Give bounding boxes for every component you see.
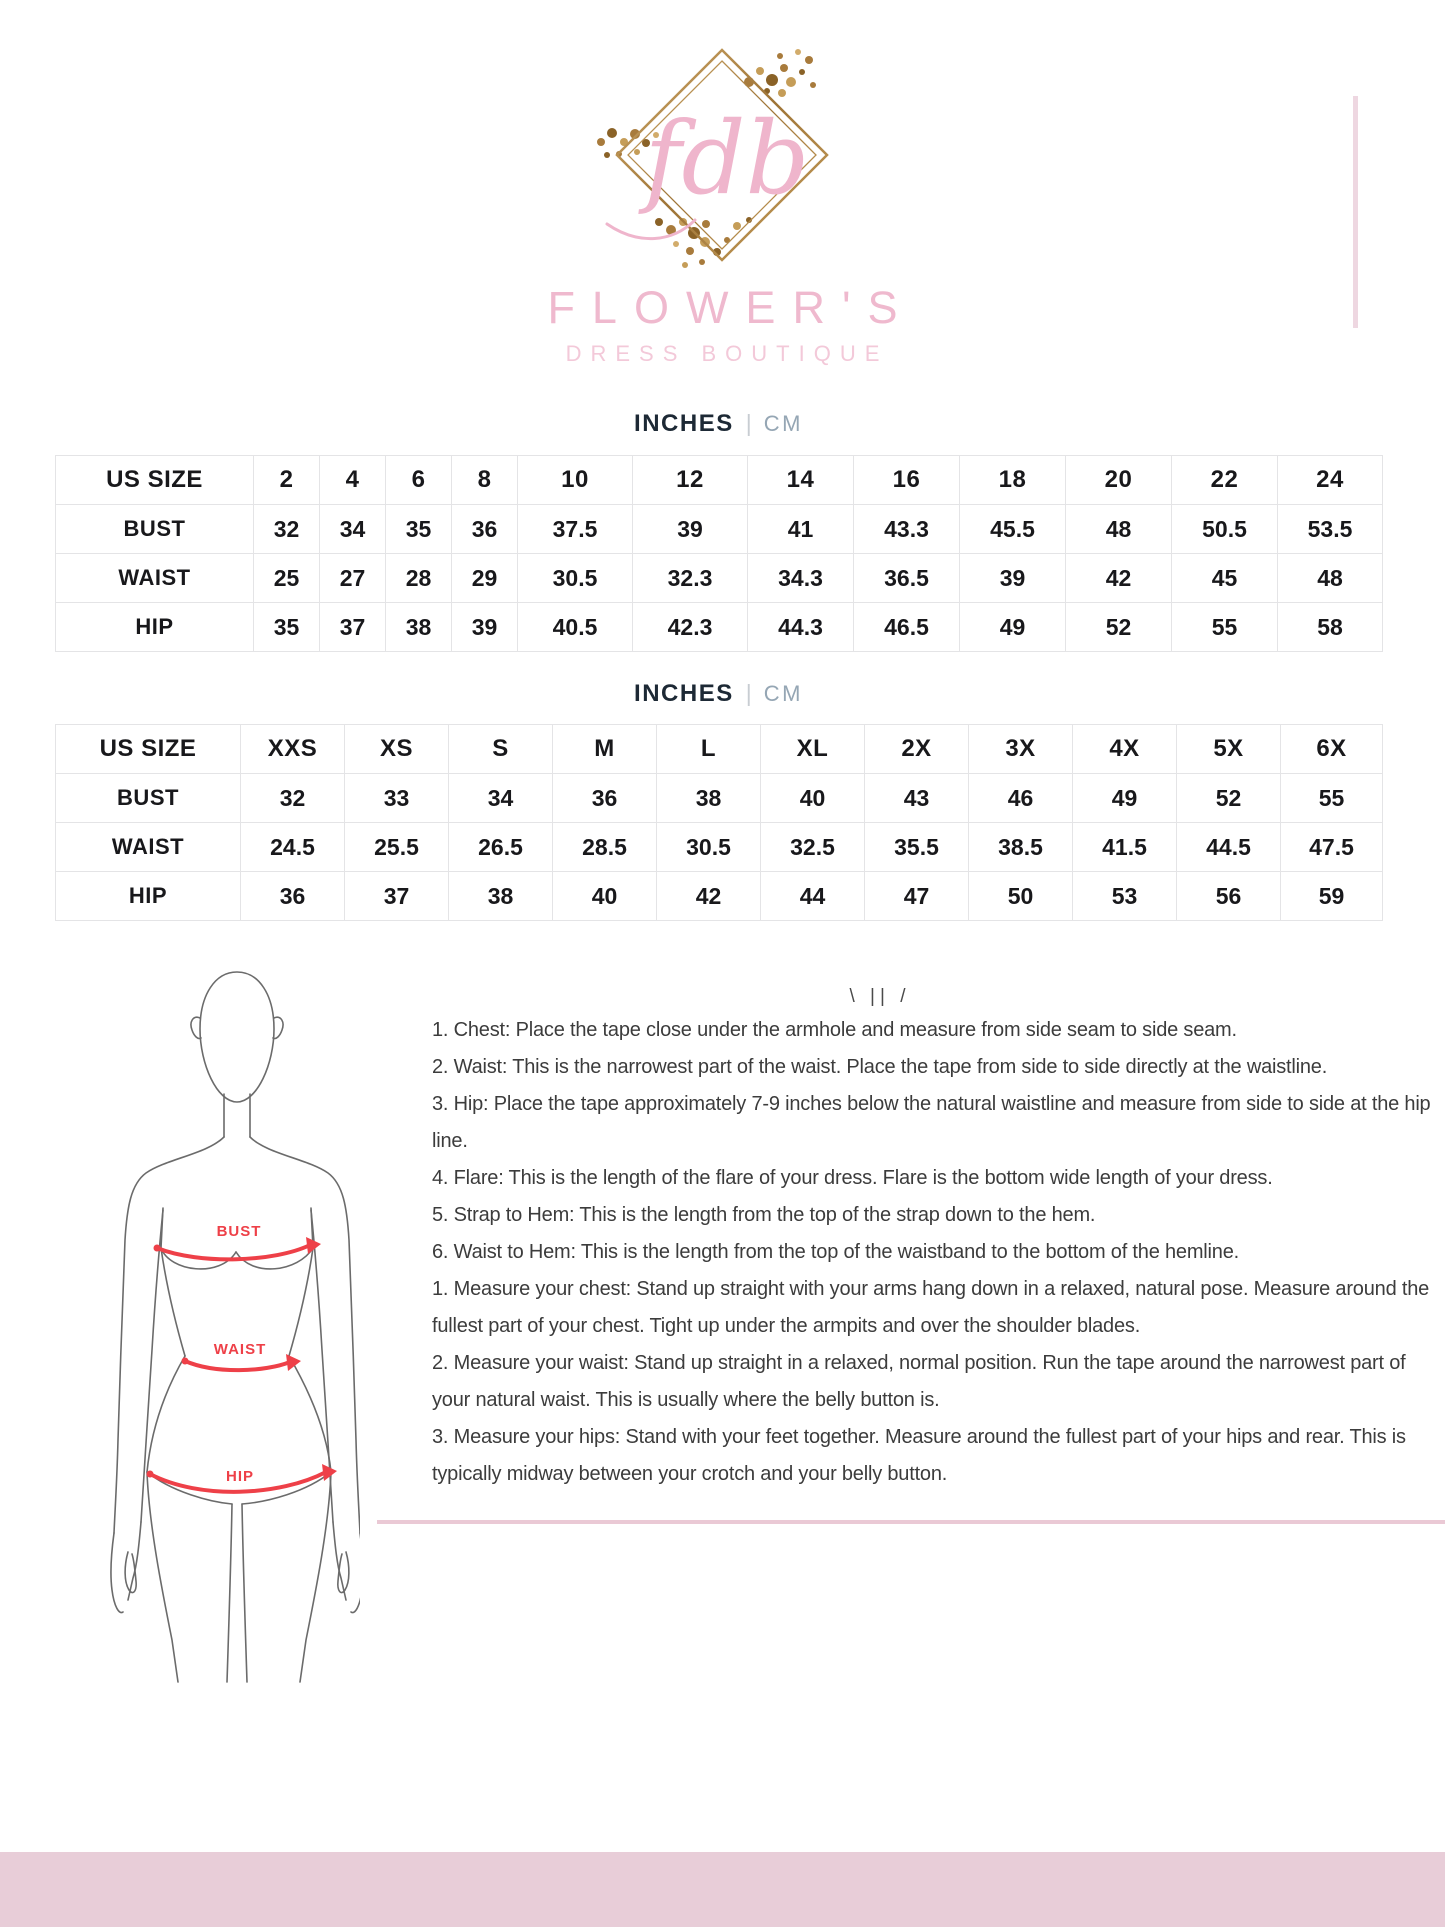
size-column-header: 2X bbox=[865, 725, 969, 774]
measurement-cell: 33 bbox=[345, 774, 449, 823]
instruction-line: 4. Flare: This is the length of the flare of your dress. Flare is the bottom wide length of your dress. bbox=[432, 1167, 1273, 1189]
brand-logo bbox=[577, 30, 867, 285]
measurement-cell: 45 bbox=[1172, 554, 1278, 603]
instruction-line: 5. Strap to Hem: This is the length from the top of the strap down to the hem. bbox=[432, 1204, 1096, 1226]
size-column-header: 16 bbox=[854, 456, 960, 505]
unit-option-cm[interactable]: CM bbox=[763, 411, 803, 436]
measurement-cell: 39 bbox=[960, 554, 1066, 603]
unit-toggle bbox=[55, 680, 1382, 708]
size-column-header: 4 bbox=[320, 456, 386, 505]
measurement-cell: 34 bbox=[320, 505, 386, 554]
row-label: HIP bbox=[56, 872, 241, 921]
measuring-instructions bbox=[432, 984, 1442, 1493]
size-column-header: 18 bbox=[960, 456, 1066, 505]
size-column-header: S bbox=[449, 725, 553, 774]
measurement-cell: 32 bbox=[254, 505, 320, 554]
measurement-cell: 27 bbox=[320, 554, 386, 603]
size-column-header: 5X bbox=[1177, 725, 1281, 774]
unit-option-inches[interactable]: INCHES bbox=[634, 680, 734, 707]
header-row bbox=[56, 456, 1383, 505]
size-column-header: 6 bbox=[386, 456, 452, 505]
measurement-cell: 48 bbox=[1066, 505, 1172, 554]
instruction-line: 1. Chest: Place the tape close under the armhole and measure from side seam to side seam. bbox=[432, 1019, 1237, 1041]
size-column-header: M bbox=[553, 725, 657, 774]
measurement-cell: 53.5 bbox=[1278, 505, 1383, 554]
unit-toggle-divider: | bbox=[745, 410, 752, 436]
measurement-cell: 56 bbox=[1177, 872, 1281, 921]
size-column-header: XL bbox=[761, 725, 865, 774]
measurement-cell: 29 bbox=[452, 554, 518, 603]
measurement-cell: 44.5 bbox=[1177, 823, 1281, 872]
measurement-cell: 37 bbox=[345, 872, 449, 921]
measurement-cell: 42 bbox=[657, 872, 761, 921]
table-row bbox=[56, 774, 1383, 823]
measurement-cell: 30.5 bbox=[518, 554, 633, 603]
measurement-cell: 47 bbox=[865, 872, 969, 921]
measurement-cell: 42 bbox=[1066, 554, 1172, 603]
size-table-corner-header: US SIZE bbox=[56, 725, 241, 774]
measurement-cell: 40 bbox=[553, 872, 657, 921]
measurement-cell: 43.3 bbox=[854, 505, 960, 554]
brand-monogram: fdb bbox=[644, 100, 810, 217]
measurement-cell: 52 bbox=[1177, 774, 1281, 823]
measurement-cell: 48 bbox=[1278, 554, 1383, 603]
tape-decoration-icon: \ || / bbox=[849, 986, 911, 1007]
measurement-cell: 55 bbox=[1172, 603, 1278, 652]
size-column-header: XS bbox=[345, 725, 449, 774]
row-label: WAIST bbox=[56, 823, 241, 872]
size-column-header: 22 bbox=[1172, 456, 1278, 505]
measurement-cell: 55 bbox=[1281, 774, 1383, 823]
measurement-cell: 49 bbox=[960, 603, 1066, 652]
unit-option-inches[interactable]: INCHES bbox=[634, 410, 734, 437]
instruction-line: 3. Measure your hips: Stand with your feet together. Measure around the fullest part of your hips and rear. This is typically midway between your crotch and your belly button. bbox=[432, 1426, 1406, 1485]
size-column-header: 10 bbox=[518, 456, 633, 505]
measurement-cell: 40 bbox=[761, 774, 865, 823]
gold-glitter-top-right-icon bbox=[744, 49, 816, 97]
measurement-cell: 52 bbox=[1066, 603, 1172, 652]
measurement-cell: 32.5 bbox=[761, 823, 865, 872]
size-column-header: 6X bbox=[1281, 725, 1383, 774]
size-column-header: 3X bbox=[969, 725, 1073, 774]
table-row bbox=[56, 872, 1383, 921]
measurement-cell: 30.5 bbox=[657, 823, 761, 872]
table-row bbox=[56, 603, 1383, 652]
row-label: BUST bbox=[56, 774, 241, 823]
size-column-header: XXS bbox=[241, 725, 345, 774]
waist-label: WAIST bbox=[213, 1341, 267, 1358]
measurement-cell: 58 bbox=[1278, 603, 1383, 652]
size-table-numeric bbox=[55, 455, 1383, 652]
instruction-line: 2. Waist: This is the narrowest part of the waist. Place the tape from side to side directly at the waistline. bbox=[432, 1056, 1328, 1078]
measurement-cell: 46.5 bbox=[854, 603, 960, 652]
measurement-cell: 32.3 bbox=[633, 554, 748, 603]
measurement-cell: 38 bbox=[386, 603, 452, 652]
row-label: HIP bbox=[56, 603, 254, 652]
measurement-cell: 53 bbox=[1073, 872, 1177, 921]
measurement-cell: 35.5 bbox=[865, 823, 969, 872]
measurement-cell: 37.5 bbox=[518, 505, 633, 554]
header-row bbox=[56, 725, 1383, 774]
body-outline-icon bbox=[110, 960, 360, 1700]
measurement-cell: 38 bbox=[657, 774, 761, 823]
table-row bbox=[56, 505, 1383, 554]
measurement-cell: 26.5 bbox=[449, 823, 553, 872]
measurement-cell: 25.5 bbox=[345, 823, 449, 872]
footer-bar bbox=[0, 1852, 1445, 1927]
measurement-cell: 34.3 bbox=[748, 554, 854, 603]
measurement-cell: 35 bbox=[254, 603, 320, 652]
size-column-header: L bbox=[657, 725, 761, 774]
size-column-header: 24 bbox=[1278, 456, 1383, 505]
measurement-cell: 41.5 bbox=[1073, 823, 1177, 872]
measurement-cell: 24.5 bbox=[241, 823, 345, 872]
measurement-cell: 38.5 bbox=[969, 823, 1073, 872]
row-label: BUST bbox=[56, 505, 254, 554]
measurement-cell: 38 bbox=[449, 872, 553, 921]
measurement-cell: 39 bbox=[633, 505, 748, 554]
measurement-cell: 36.5 bbox=[854, 554, 960, 603]
size-column-header: 2 bbox=[254, 456, 320, 505]
measurement-cell: 36 bbox=[452, 505, 518, 554]
measurement-cell: 59 bbox=[1281, 872, 1383, 921]
measurement-cell: 47.5 bbox=[1281, 823, 1383, 872]
size-column-header: 4X bbox=[1073, 725, 1177, 774]
unit-toggle-divider: | bbox=[745, 680, 752, 706]
measurement-cell: 35 bbox=[386, 505, 452, 554]
body-measurement-figure bbox=[110, 960, 360, 1700]
measurement-cell: 42.3 bbox=[633, 603, 748, 652]
size-column-header: 20 bbox=[1066, 456, 1172, 505]
measurement-cell: 39 bbox=[452, 603, 518, 652]
table-row bbox=[56, 554, 1383, 603]
measurement-cell: 34 bbox=[449, 774, 553, 823]
measurement-cell: 49 bbox=[1073, 774, 1177, 823]
measurement-cell: 43 bbox=[865, 774, 969, 823]
measurement-cell: 44.3 bbox=[748, 603, 854, 652]
measurement-cell: 36 bbox=[553, 774, 657, 823]
measurement-cell: 44 bbox=[761, 872, 865, 921]
brand-name: FLOWER'S bbox=[547, 282, 915, 333]
size-column-header: 8 bbox=[452, 456, 518, 505]
unit-toggle bbox=[55, 410, 1382, 438]
instruction-line: 3. Hip: Place the tape approximately 7-9 inches below the natural waistline and measure from side to side at the hip line. bbox=[432, 1093, 1431, 1152]
measurement-cell: 28 bbox=[386, 554, 452, 603]
instruction-line: 2. Measure your waist: Stand up straight in a relaxed, normal position. Run the tape around the narrowest part of your natural waist. This is usually where the belly button is. bbox=[432, 1352, 1406, 1411]
measurement-cell: 37 bbox=[320, 603, 386, 652]
measurement-cell: 32 bbox=[241, 774, 345, 823]
hip-label: HIP bbox=[225, 1468, 255, 1485]
section-divider bbox=[377, 1520, 1445, 1524]
row-label: WAIST bbox=[56, 554, 254, 603]
bust-label: BUST bbox=[216, 1223, 262, 1240]
measurement-cell: 40.5 bbox=[518, 603, 633, 652]
measurement-cell: 50.5 bbox=[1172, 505, 1278, 554]
size-table-letter bbox=[55, 724, 1383, 921]
measurement-cell: 25 bbox=[254, 554, 320, 603]
instruction-list bbox=[432, 1012, 1442, 1493]
logo-diamond-icon bbox=[577, 30, 867, 285]
brand-tagline: DRESS BOUTIQUE bbox=[565, 341, 889, 366]
instruction-line: 6. Waist to Hem: This is the length from the top of the waistband to the bottom of the hemline. bbox=[432, 1241, 1239, 1263]
instruction-line: 1. Measure your chest: Stand up straight with your arms hang down in a relaxed, natural pose. Measure around the fullest part of your chest. Tight up under the armpits and over the shoulder blades. bbox=[432, 1278, 1430, 1337]
size-column-header: 14 bbox=[748, 456, 854, 505]
measurement-cell: 28.5 bbox=[553, 823, 657, 872]
measurement-cell: 50 bbox=[969, 872, 1073, 921]
measurement-cell: 45.5 bbox=[960, 505, 1066, 554]
measurement-cell: 36 bbox=[241, 872, 345, 921]
size-table-corner-header: US SIZE bbox=[56, 456, 254, 505]
size-column-header: 12 bbox=[633, 456, 748, 505]
unit-option-cm[interactable]: CM bbox=[763, 681, 803, 706]
measurement-cell: 46 bbox=[969, 774, 1073, 823]
table-row bbox=[56, 823, 1383, 872]
measurement-cell: 41 bbox=[748, 505, 854, 554]
